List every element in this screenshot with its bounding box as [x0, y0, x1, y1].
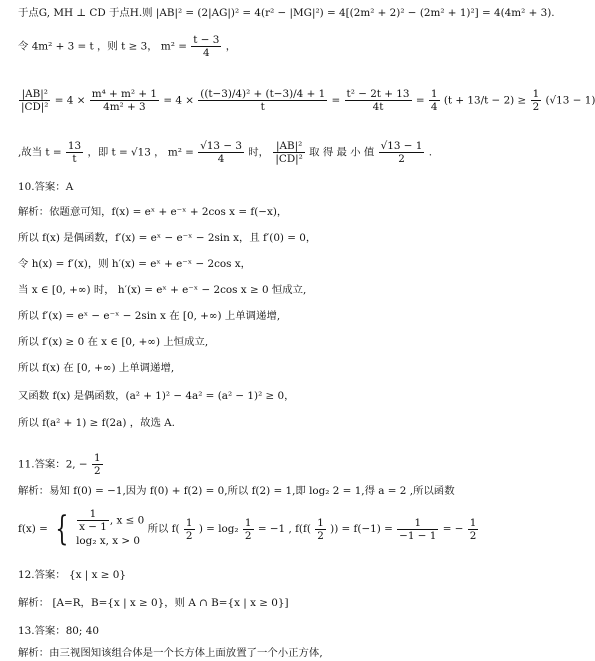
text-line-6: 解析：依题意可知，f(x) = eˣ + e⁻ˣ + 2cos x = f(−x)，	[18, 206, 288, 218]
fraction: $\frac{1}{2}$	[244, 516, 252, 542]
fraction: $\frac{\text{|AB|²}}{\text{|CD|²}}$	[21, 88, 49, 113]
fraction: $\frac{1}{-1 - 1}$	[399, 516, 437, 542]
text-line-9: 当 x ∈ [0, +∞) 时， h′(x) = eˣ + e⁻ˣ − 2cos x ≥ 0 恒成立,	[18, 284, 307, 296]
fraction: $\frac{1}{2}$	[93, 452, 101, 477]
fraction: $\frac{√13 - 1}{2}$	[380, 140, 423, 165]
fraction: $\frac{√13 - 3}{4}$	[200, 140, 242, 165]
text-line-4: ,故当 t = $\frac{13}{t}$ ，即 t = √13 ， m² = $\frac{√13 - 3}{4}$ 时， $\frac{\text{|AB|²}}{\text{|CD|²}}$ 取 得 最 小 值 $\frac{√13 - 1}{2}$ .	[18, 140, 433, 165]
text-line-12: 所以 f(x) 在 [0, +∞) 上单调递增,	[18, 362, 175, 374]
text-line-11: 所以 f′(x) ≥ 0 在 x ∈ [0, +∞) 上恒成立,	[18, 336, 209, 348]
text-line-3: $\frac{\text{|AB|²}}{\text{|CD|²}}$ = 4 × $\frac{\text{m⁴ + m² + 1}}{\text{4m² + 3}}$ = 4 × $\frac{\text{((t−3)/4)² + (t−3)/4 + 1}}{t}$ = $\frac{\text{t² − 2t + 13}}{4t}$ = $\frac{1}{4}$ (t + 13/t − 2) ≥ $\frac{1}{2}$ (√13 − 1)	[21, 88, 595, 113]
text-line-10: 所以 f′(x) = eˣ − e⁻ˣ − 2sin x 在 [0, +∞) 上单调递增,	[18, 310, 281, 322]
fraction: $\frac{13}{t}$	[67, 140, 82, 165]
text-line-21: 解析：由三视图知该组合体是一个长方体上面放置了一个小正方体,	[18, 647, 323, 659]
text-line-7: 所以 f(x) 是偶函数，f′(x) = eˣ − e⁻ˣ − 2sin x，且 f′(0) = 0，	[18, 232, 317, 244]
answer-13-heading: 13.答案：80; 40	[18, 625, 99, 637]
answer-12-heading: 12.答案： {x | x ≥ 0}	[18, 569, 126, 581]
fraction: $\frac{1}{2}$	[185, 516, 193, 542]
answer-10-heading: 10.答案：A	[18, 181, 74, 193]
piecewise-line: f(x) = { $\frac{1}{x - 1}$ , x ≤ 0 log₂ x, x > 0 所以 f( $\frac{1}{2}$ ) = log₂ $\frac{1}{2}$ = −1 , f(f( $\frac{1}{2}$ )) = f(−1) = $\frac{1}{-1 - 1}$ = − $\frac{1}{2}$	[18, 508, 477, 549]
text-line-8: 令 h(x) = f′(x)，则 h′(x) = eˣ + e⁻ˣ − 2cos x，	[18, 258, 252, 270]
fraction: $\frac{1}{2}$	[469, 516, 477, 542]
text-line-16: 解析：易知 f(0) = −1,因为 f(0) + f(2) = 0,所以 f(2) = 1,即 log₂ 2 = 1,得 a = 2 ,所以函数	[18, 485, 455, 497]
text-line-1: 于点G, MH ⊥ CD 于点H.则 |AB|² = (2|AG|)² = 4(r² − |MG|²) = 4[(2m² + 2)² − (2m² + 1)²] = 4(4m² + 3).	[18, 7, 555, 19]
left-brace: {	[55, 509, 69, 549]
text-line-2: 令 4m² + 3 = t ，则 t ≥ 3， m² = $\frac{t - 3}{4}$ ，	[18, 34, 237, 59]
fraction: $\frac{1}{4}$	[430, 88, 438, 113]
fraction: $\frac{\text{m⁴ + m² + 1}}{\text{4m² + 3}}$	[91, 88, 157, 113]
fraction: $\frac{1}{2}$	[317, 516, 324, 542]
fraction: $\frac{\text{t² − 2t + 13}}{4t}$	[346, 88, 410, 113]
fraction: $\frac{\text{|AB|²}}{\text{|CD|²}}$	[275, 140, 303, 165]
text-line-13: 又函数 f(x) 是偶函数，(a² + 1)² − 4a² = (a² − 1)² ≥ 0，	[18, 390, 295, 402]
answer-11-heading: 11.答案：2, − $\frac{1}{2}$	[18, 452, 101, 477]
text-line-14: 所以 f(a² + 1) ≥ f(2a) ，故选 A.	[18, 417, 175, 429]
fraction: $\frac{t - 3}{4}$	[193, 34, 220, 59]
fraction: $\frac{1}{2}$	[532, 88, 540, 113]
fraction: $\frac{\text{((t−3)/4)² + (t−3)/4 + 1}}{t}$	[200, 88, 326, 113]
fraction: $\frac{1}{x - 1}$	[79, 508, 107, 533]
piecewise-cases: $\frac{1}{x - 1}$ , x ≤ 0 log₂ x, x > 0	[76, 508, 145, 547]
text-line-19: 解析： [A=R，B={x | x ≥ 0}，则 A ∩ B={x | x ≥ 0}]	[18, 597, 289, 609]
